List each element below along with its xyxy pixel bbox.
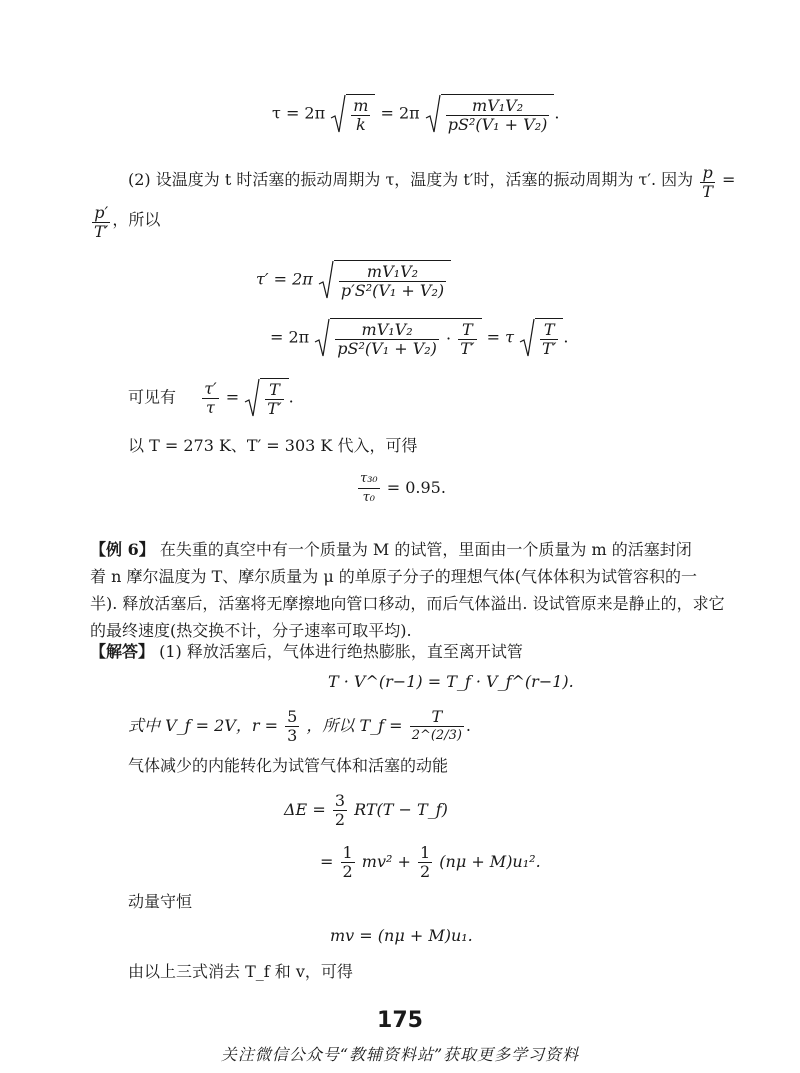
para2-eq: = <box>722 170 736 189</box>
example-6-line-1 <box>90 540 692 560</box>
eq3-t-num: T <box>458 321 476 340</box>
example-6-line-3: 半). 释放活塞后，活塞将无摩擦地向管口移动，而后气体溢出. 设试管原来是静止的，求它 <box>90 594 725 613</box>
sqrt-ratio-3 <box>519 318 563 358</box>
footer-watermark: 关注微信公众号“教辅资料站”获取更多学习资料 <box>220 1045 580 1064</box>
eq3-t-den: T′ <box>460 339 475 358</box>
eq6-a: mv² + <box>361 852 411 871</box>
eq6-a-num: 1 <box>342 843 353 862</box>
example-6-line-4: 的最终速度(热交换不计，分子速率可取平均). <box>90 621 412 640</box>
eq2-den: p′S²(V₁ + V₂) <box>340 281 445 300</box>
eq2-num: mV₁V₂ <box>339 263 446 282</box>
eq6-a-den: 2 <box>342 862 353 881</box>
radical-icon <box>244 378 260 418</box>
answer-tag: 【解答】 <box>90 642 155 661</box>
eq1-num: mV₁V₂ <box>446 97 550 116</box>
sqrt-seen <box>244 378 288 418</box>
answer-line-1 <box>90 642 523 662</box>
seen-line: 可见有 $\frac{\tau'}{\tau}$ = $\frac{T}{T'}$ . <box>128 378 294 418</box>
eq3-den: pS²(V₁ + V₂) <box>337 339 437 358</box>
ratio-num: τ₃₀ <box>358 470 380 489</box>
eq5-den: 2 <box>334 810 346 829</box>
eq1-lhs: τ = 2π <box>272 103 326 123</box>
radical-icon <box>519 318 535 358</box>
sqrt-main-1 <box>425 94 555 134</box>
seen-r-den: T′ <box>267 399 282 418</box>
eq3-lhs: = 2π <box>270 327 310 347</box>
example-6-text-1: 在失重的真空中有一个质量为 M 的试管，里面由一个质量为 m 的活塞封闭 <box>159 540 692 559</box>
where-r-den: 3 <box>287 726 298 745</box>
paragraph-2 <box>128 164 735 201</box>
where-lead: 式中 V_f = 2V，r = <box>128 716 279 735</box>
energy-line: 气体减少的内能转化为试管气体和活塞的动能 <box>128 756 449 775</box>
seen-eq: = <box>225 387 240 407</box>
eq1-mid-num: m <box>353 96 369 115</box>
energy-equation-1 <box>284 792 448 829</box>
last-line: 由以上三式消去 T_f 和 v，可得 <box>128 962 353 981</box>
para2-frac-num: p <box>700 164 715 183</box>
sqrt-main-2 <box>318 260 451 300</box>
ratio-den: τ₀ <box>362 490 376 505</box>
para2b-frac-den: T′ <box>94 222 109 241</box>
eq1-eq: = 2π <box>380 103 420 123</box>
radical-icon <box>318 260 334 300</box>
where-line: 式中 V_f = 2V，r = $\frac{5}{3}$ ，所以 T_f = $\frac{T}{2\^{}(2/3)}$ . <box>128 707 472 745</box>
radical-icon <box>425 94 441 134</box>
ratio-val: = 0.95. <box>386 478 446 497</box>
ratio-equation <box>356 470 446 507</box>
eq5-lhs: ΔE = <box>284 800 326 819</box>
eq5-num: 3 <box>334 791 346 810</box>
where-t-den: 2^(2/3) <box>411 728 462 743</box>
where-mid: ，所以 T_f = <box>306 716 403 735</box>
eq3-num: mV₁V₂ <box>335 321 439 340</box>
eq6-lhs: = <box>320 852 334 871</box>
seen-den: τ <box>206 397 215 417</box>
equation-tau-prime <box>256 260 451 300</box>
equation-tau: τ = 2π $\frac{m}{k}$ = 2π $\frac{\text{mV₁V₂}}{\text{pS²(V₁ + V₂)}}$ . <box>272 96 560 134</box>
momentum-equation: mv = (nμ + M)u₁. <box>330 926 473 945</box>
seen-r-num: T <box>265 381 283 400</box>
sqrt-m-over-k <box>330 94 375 134</box>
eq6-b-num: 1 <box>420 843 431 862</box>
para2-text: (2) 设温度为 t 时活塞的振动周期为 τ，温度为 t′时，活塞的振动周期为 τ′. 因为 <box>128 170 694 189</box>
eq1-mid-den: k <box>355 115 366 134</box>
eq3-r-num: T <box>540 321 558 340</box>
example-6-line-2: 着 n 摩尔温度为 T、摩尔质量为 μ 的单原子分子的理想气体(气体体积为试管容积的一 <box>90 567 698 586</box>
radical-icon <box>314 318 330 358</box>
para2b-tail: ，所以 <box>112 210 161 229</box>
page-number: 175 <box>377 1008 423 1033</box>
momentum-line: 动量守恒 <box>128 892 193 911</box>
eq3-r-den: T′ <box>542 339 557 358</box>
answer-text-1: (1) 释放活塞后，气体进行绝热膨胀，直至离开试管 <box>159 642 523 661</box>
sqrt-main-3 <box>314 318 481 358</box>
eq6-b: (nμ + M)u₁². <box>439 852 541 871</box>
energy-equation-2 <box>320 844 541 881</box>
eq2-lhs: τ′ = 2π <box>256 269 313 289</box>
where-t-num: T <box>410 708 464 727</box>
substitution-line: 以 T = 273 K、T′ = 303 K 代入，可得 <box>128 436 418 455</box>
para2b-frac-num: p′ <box>92 204 110 223</box>
example-6-tag: 【例 6】 <box>90 540 155 559</box>
eq3-eq: = τ <box>486 327 514 347</box>
seen-lead: 可见有 <box>128 387 177 407</box>
eq3-dot: · <box>446 329 452 348</box>
eq1-den: pS²(V₁ + V₂) <box>447 115 548 134</box>
where-r-num: 5 <box>287 707 298 726</box>
seen-num: τ′ <box>204 378 217 398</box>
eq6-b-den: 2 <box>420 862 431 881</box>
para2-frac-den: T <box>702 182 713 201</box>
adiabatic-equation: T · V^(r−1) = T_f · V_f^(r−1). <box>328 672 574 691</box>
paragraph-2-cont <box>90 204 160 241</box>
eq5-rhs: RT(T − T_f) <box>354 800 448 819</box>
radical-icon <box>330 94 346 134</box>
equation-tau-prime-2: = 2π $\frac{\text{mV₁V₂}}{\text{pS²(V₁ + V₂)}}$ · $\frac{T}{T'}$ = τ $\frac{T}{T'}$ . <box>270 320 569 358</box>
